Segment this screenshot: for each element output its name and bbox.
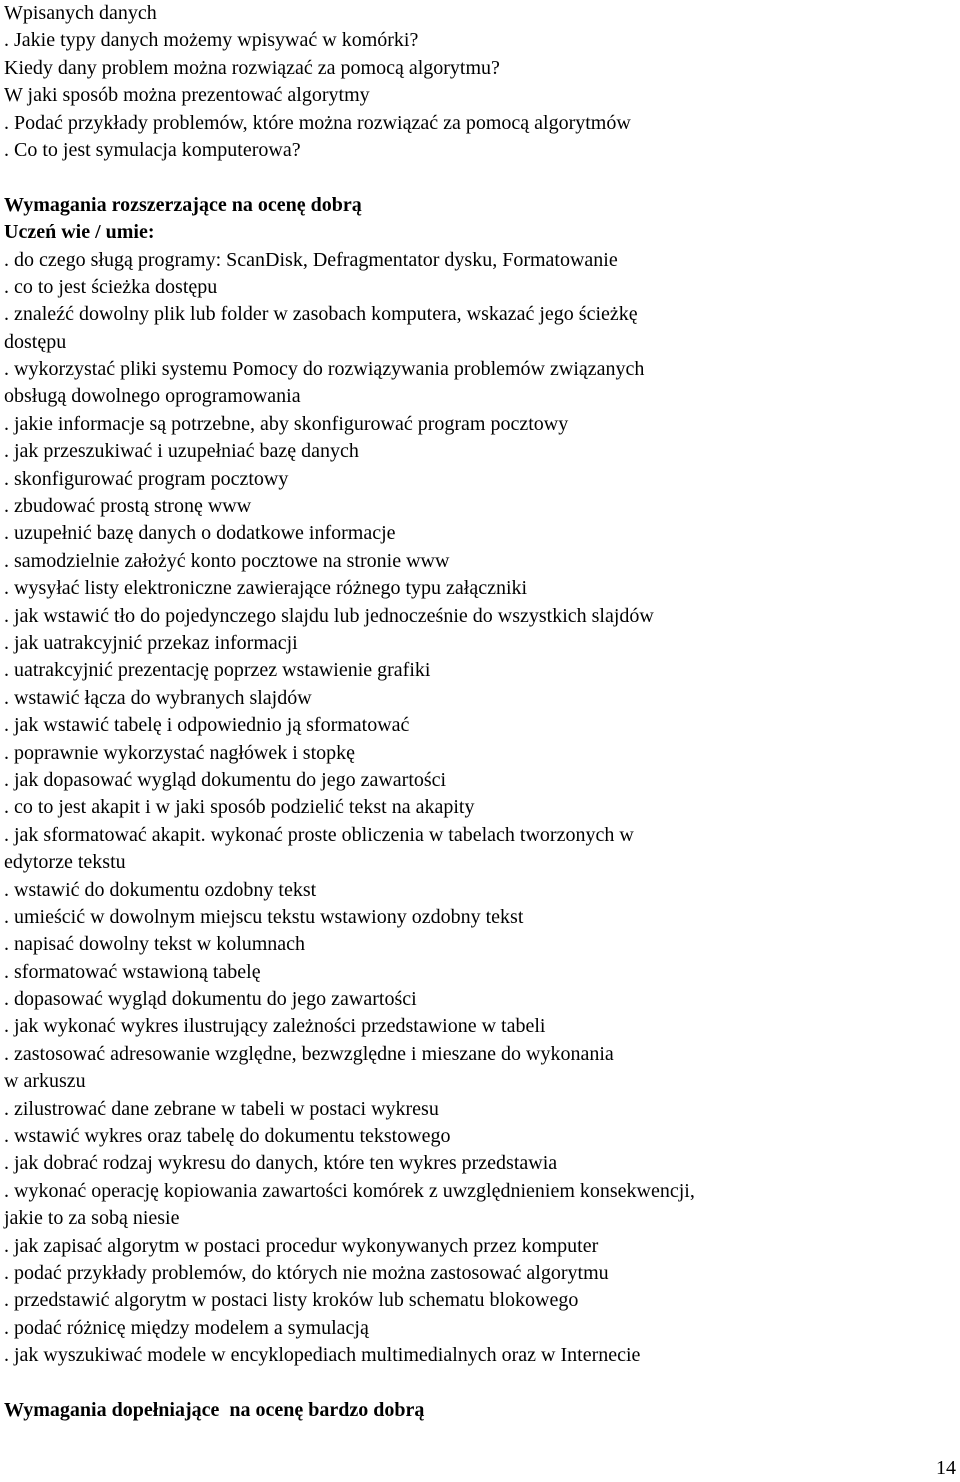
- list-item: . napisać dowolny tekst w kolumnach: [4, 933, 306, 956]
- list-item: . jak sformatować akapit. wykonać proste obliczenia w tabelach tworzonych w: [4, 823, 634, 846]
- text-line: . Co to jest symulacja komputerowa?: [4, 138, 301, 161]
- document-page: [4, 0, 960, 1424]
- list-item: . co to jest akapit i w jaki sposób podzielić tekst na akapity: [4, 796, 475, 819]
- requirements-list: [4, 247, 960, 1370]
- section-heading-good: Wymagania rozszerzające na ocenę dobrą: [4, 193, 362, 216]
- list-item: . jak dopasować wygląd dokumentu do jego zawartości: [4, 768, 447, 791]
- list-item: . uatrakcyjnić prezentację poprzez wstawienie grafiki: [4, 659, 431, 682]
- text-line: . Jakie typy danych możemy wpisywać w komórki?: [4, 29, 419, 52]
- list-item: edytorze tekstu: [4, 851, 126, 874]
- list-item: obsługą dowolnego oprogramowania: [4, 385, 301, 408]
- list-item: . podać różnicę między modelem a symulacją: [4, 1316, 369, 1339]
- list-item: . poprawnie wykorzystać nagłówek i stopkę: [4, 741, 356, 764]
- list-item: . wykorzystać pliki systemu Pomocy do rozwiązywania problemów związanych: [4, 358, 645, 381]
- section-subheading: Uczeń wie / umie:: [4, 221, 155, 244]
- list-item: . wysyłać listy elektroniczne zawierające różnego typu załączniki: [4, 577, 528, 600]
- list-item: . co to jest ścieżka dostępu: [4, 275, 218, 298]
- list-item: dostępu: [4, 330, 67, 353]
- text-line: Wpisanych danych: [4, 2, 157, 24]
- list-item: . wykonać operację kopiowania zawartości komórek z uwzględnieniem konsekwencji,: [4, 1179, 695, 1202]
- list-item: w arkuszu: [4, 1070, 86, 1093]
- list-item: . jak dobrać rodzaj wykresu do danych, które ten wykres przedstawia: [4, 1152, 558, 1175]
- page-number: 14: [936, 1457, 956, 1479]
- blank-line: [4, 1370, 960, 1397]
- list-item: . dopasować wygląd dokumentu do jego zawartości: [4, 988, 417, 1011]
- list-item: . do czego sługą programy: ScanDisk, Defragmentator dysku, Formatowanie: [4, 248, 618, 271]
- list-item: . uzupełnić bazę danych o dodatkowe informacje: [4, 522, 396, 545]
- list-item: . podać przykłady problemów, do których nie można zastosować algorytmu: [4, 1261, 609, 1284]
- text-line: Kiedy dany problem można rozwiązać za pomocą algorytmu?: [4, 56, 500, 79]
- list-item: . samodzielnie założyć konto pocztowe na stronie www: [4, 549, 450, 572]
- list-item: . znaleźć dowolny plik lub folder w zasobach komputera, wskazać jego ścieżkę: [4, 303, 638, 326]
- list-item: . zbudować prostą stronę www: [4, 495, 252, 518]
- list-item: . jak wstawić tabelę i odpowiednio ją sformatować: [4, 714, 410, 737]
- list-item: . jak zapisać algorytm w postaci procedur wykonywanych przez komputer: [4, 1234, 599, 1257]
- list-item: . jak wyszukiwać modele w encyklopediach multimedialnych oraz w Internecie: [4, 1344, 641, 1367]
- list-item: . zilustrować dane zebrane w tabeli w postaci wykresu: [4, 1097, 439, 1120]
- list-item: . zastosować adresowanie względne, bezwzględne i mieszane do wykonania: [4, 1042, 614, 1065]
- list-item: . jak wykonać wykres ilustrujący zależności przedstawione w tabeli: [4, 1015, 546, 1038]
- list-item: . jak wstawić tło do pojedynczego slajdu lub jednocześnie do wszystkich slajdów: [4, 604, 654, 627]
- list-item: . przedstawić algorytm w postaci listy kroków lub schematu blokowego: [4, 1289, 579, 1312]
- section-heading-very-good: Wymagania dopełniające na ocenę bardzo dobrą: [4, 1398, 425, 1421]
- list-item: . wstawić łącza do wybranych slajdów: [4, 686, 312, 709]
- list-item: . wstawić wykres oraz tabelę do dokumentu tekstowego: [4, 1125, 451, 1148]
- text-line: W jaki sposób można prezentować algorytmy: [4, 84, 370, 107]
- list-item: . wstawić do dokumentu ozdobny tekst: [4, 878, 317, 901]
- list-item: . jakie informacje są potrzebne, aby skonfigurować program pocztowy: [4, 412, 569, 435]
- list-item: jakie to za sobą niesie: [4, 1207, 180, 1230]
- blank-line: [4, 164, 960, 191]
- text-line: . Podać przykłady problemów, które można rozwiązać za pomocą algorytmów: [4, 111, 631, 134]
- list-item: . jak uatrakcyjnić przekaz informacji: [4, 631, 298, 654]
- list-item: . umieścić w dowolnym miejscu tekstu wstawiony ozdobny tekst: [4, 905, 524, 928]
- list-item: . sformatować wstawioną tabelę: [4, 960, 261, 983]
- list-item: . skonfigurować program pocztowy: [4, 467, 289, 490]
- list-item: . jak przeszukiwać i uzupełniać bazę danych: [4, 440, 359, 463]
